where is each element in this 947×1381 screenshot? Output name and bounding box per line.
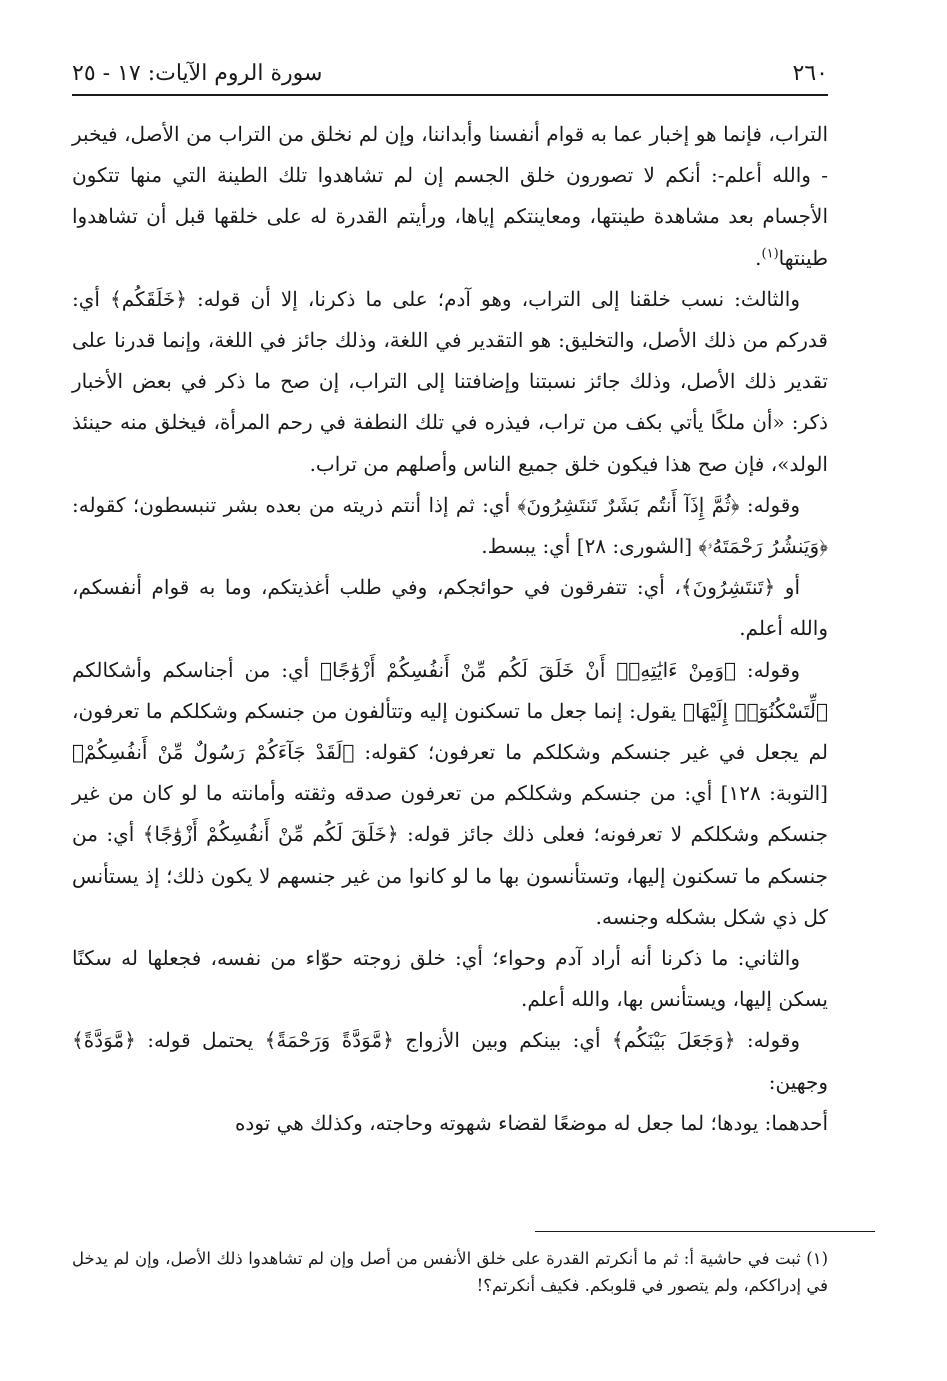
paragraph: وقوله: ﴿وَمِنْ ءَايَٰتِهِۦٓ أَنْ خَلَقَ لَكُم مِّنْ أَنفُسِكُمْ أَزْوَٰجًا﴾ أي: من أجناسكم وأشكالكم ﴿لِّتَسْكُنُوٓا۟ إِلَيْهَا﴾ يقول: إنما جعل ما تسكنون إليه وتتألفون من جنسكم وشكلكم ما تعرفون، لم يجعل في غير جنسكم وشكلكم ما تعرفون؛ كقوله: ﴿لَقَدْ جَآءَكُمْ رَسُولٌ مِّنْ أَنفُسِكُمْ﴾ [التوبة: ١٢٨] أي: من جنسكم وشكلكم من تعرفون صدقه وثقته وأمانته ما لو كان من غير جنسكم وشكلكم لا تعرفونه؛ فعلى ذلك جائز قوله: ﴿خَلَقَ لَكُم مِّنْ أَنفُسِكُمْ أَزْوَٰجًا﴾ أي: من جنسكم ما تسكنون إليها، وتستأنسون بها ما لو كانوا من غير جنسهم لا يكون ذلك؛ إذ يستأنس كل ذي شكل بشكله وجنسه. [72, 657, 828, 929]
footnote-number: (١) [806, 1249, 829, 1268]
surah-range-title: سورة الروم الآيات: ١٧ - ٢٥ [72, 61, 323, 86]
footnote-text: ثبت في حاشية أ: ثم ما أنكرتم القدرة على خلق الأنفس من أصل وإن لم تشاهدوا ذلك الأصل، وإن لم يدخل في إدراككم، ولم يتصور في قلوبكم. فكيف أنكرتم؟! [72, 1249, 828, 1295]
page-number: ٢٦٠ [792, 61, 828, 86]
paragraph: والثالث: نسب خلقنا إلى التراب، وهو آدم؛ على ما ذكرنا، إلا أن قوله: ﴿خَلَقَكُم﴾ أي: قدركم من ذلك الأصل، والتخليق: هو التقدير في اللغة، وذلك جائز في اللغة، وإنما قدرنا على تقدير ذلك الأصل، وذلك جائز نسبتنا وإضافتنا إلى التراب، إن صح ما ذكر في بعض الأخبار ذكر: «أن ملكًا يأتي بكف من تراب، فيذره في تلك النطفة في رحم المرأة، فيخلق منه حينئذ الولد»، فإن صح هذا فيكون خلق جميع الناس وأصلهم من تراب. [72, 286, 828, 476]
paragraph: وقوله: ﴿ثُمَّ إِذَآ أَنتُم بَشَرٌ تَنتَشِرُونَ﴾ أي: ثم إذا أنتم ذريته من بعده بشر تنبسطون؛ كقوله: ﴿وَيَنشُرُ رَحْمَتَهُۥ﴾ [الشورى: ٢٨] أي: يبسط. [72, 492, 828, 559]
paragraph: والثاني: ما ذكرنا أنه أراد آدم وحواء؛ أي: خلق زوجته حوّاء من نفسه، فجعلها له سكنًا يسكن إليها، ويستأنس بها، والله أعلم. [72, 946, 828, 1012]
footnotes [72, 1245, 828, 1299]
page [72, 52, 828, 1144]
paragraph-end: . [755, 245, 762, 270]
paragraph [72, 114, 828, 279]
running-header [72, 52, 828, 96]
paragraph-text: التراب، فإنما هو إخبار عما به قوام أنفسنا وأبداننا، وإن لم نخلق من التراب من الأصل، فيخبر - والله أعلم-: أنكم لا تصورون خلق الجسم إن لم تشاهدوا تلك الطينة التي منها تتكون الأجسام بعد مشاهدة طينتها، ومعاينتكم إياها، ورأيتم القدرة له على خلقها قبل أن تشاهدوا طينتها [72, 122, 828, 270]
body-text [72, 114, 828, 1144]
footnote-separator [535, 1231, 875, 1232]
footnote-marker: (١) [761, 245, 779, 261]
paragraph: أحدهما: يودها؛ لما جعل له موضعًا لقضاء شهوته وحاجته، وكذلك هي توده [234, 1110, 828, 1135]
footnote [72, 1245, 828, 1299]
paragraph: أو ﴿تَنتَشِرُونَ﴾، أي: تتفرقون في حوائجكم، وفي طلب أغذيتكم، وما به قوام أنفسكم، والله أعلم. [72, 575, 828, 641]
paragraph: وقوله: ﴿وَجَعَلَ بَيْنَكُم﴾ أي: بينكم وبين الأزواج ﴿مَّوَدَّةً وَرَحْمَةً﴾ يحتمل قوله: ﴿مَّوَدَّةً﴾ وجهين: [72, 1028, 828, 1094]
